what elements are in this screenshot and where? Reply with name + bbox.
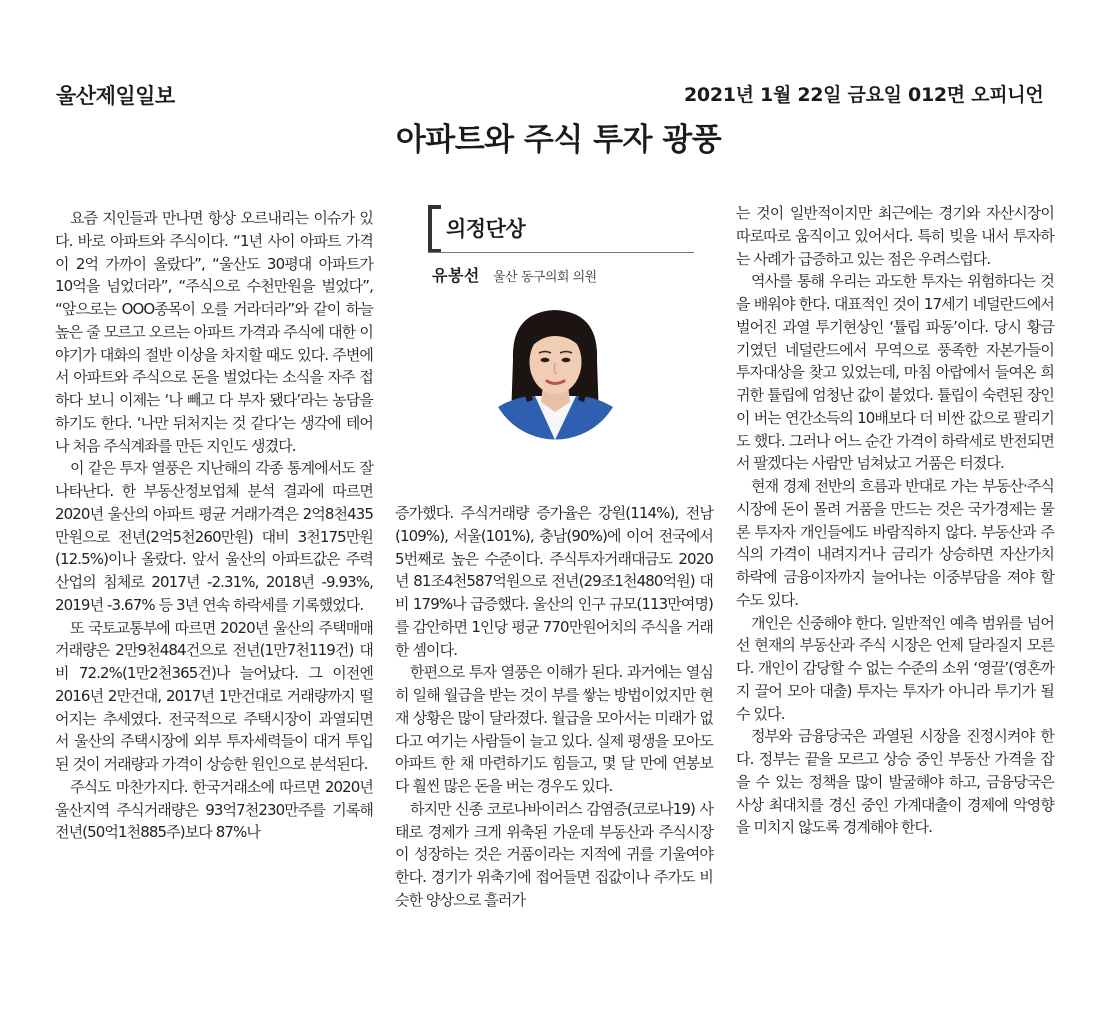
paragraph: 또 국토교통부에 따르면 2020년 울산의 주택매매거래량은 2만9천484건으로 전년(1만7천119건) 대비 72.2%(1만2천365건)나 늘어났다. 그 이전엔 2016년 2만건대, 2017년 1만건대로 거래량까지 떨어지는 추세였다. 전국적으로 주택시장이 과열되면서 울산의 주택시장에 외부 투자세력들이 대거 투입된 것이 거래량과 가격이 상승한 원인으로 분석된다. [55, 618, 373, 773]
paragraph: 요즘 지인들과 만나면 항상 오르내리는 이슈가 있다. 바로 아파트와 주식이다. “1년 사이 아파트 가격이 2억 가까이 올랐다”, “울산도 30평대 아파트가 10억을 넘었더라”, “주식으로 수천만원을 벌었다”, “앞으로는 OOO종목이 오를 거라더라”와 같이 하늘 높은 줄 모르고 오르는 아파트 가격과 주식에 대한 이야기가 대화의 절반 이상을 차지할 때도 있다. 주변에서 아파트와 주식으로 돈을 벌었다는 소식을 자주 접하다 보니 이제는 ‘나 빼고 다 부자 됐다’라는 농담을 하기도 한다. ‘나만 뒤처지는 것 같다’는 생각에 테어나 처음 주식계좌를 만든 지인도 생겼다. [55, 209, 373, 455]
author-title: 울산 동구의회 의원 [492, 270, 597, 285]
paragraph: 증가했다. 주식거래량 증가율은 강원(114%), 전남(109%), 서울(101%), 충남(90%)에 이어 전국에서 5번째로 높은 수준이다. 주식투자거래대금도 2020년 81조4천587억원으로 전년(29조1천480억원) 대비 179%나 급증했다. 울산의 인구 규모(113만여명)를 감안하면 1인당 평균 770만원어치의 주식을 거래한 셈이다. [395, 504, 713, 659]
paragraph: 현재 경제 전반의 흐름과 반대로 가는 부동산·주식시장에 돈이 몰려 거품을 만드는 것은 국가경제는 물론 투자자 개인들에도 바람직하지 않다. 부동산과 주식의 가격이 내려지거나 금리가 상승하면 자산가치 하락에 금융이자까지 늘어나는 이중부담을 져야 할 수도 있다. [736, 477, 1054, 609]
paragraph: 하지만 신종 코로나바이러스 감염증(코로나19) 사태로 경제가 크게 위축된 가운데 부동산과 주식시장이 성장하는 것은 거품이라는 지적에 귀를 기울여야 한다. 경기가 위축기에 접어들면 집값이나 주가도 비슷한 양상으로 흘러가 [395, 799, 713, 909]
publication-name: 울산제일일보 [56, 84, 175, 108]
paragraph: 역사를 통해 우리는 과도한 투자는 위험하다는 것을 배워야 한다. 대표적인 것이 17세기 네덜란드에서 벌어진 과열 투기현상인 ‘튤립 파동’이다. 당시 황금기였던 네덜란드에서 무역으로 풍족한 자본가들이 투자대상을 찾고 있었는데, 마침 아랍에서 들여온 희귀한 튤립에 엄청난 값이 붙었다. 튤립이 숙련된 장인이 버는 연간소득의 10배보다 더 비싼 값으로 팔리기도 했다. 그러나 어느 순간 가격이 하락세로 반전되면서 팔겠다는 사람만 넘쳐났고 거품은 터졌다. [736, 272, 1054, 473]
author-portrait-icon [487, 300, 624, 445]
column-label-rule [428, 252, 694, 253]
paragraph: 정부와 금융당국은 과열된 시장을 진정시켜야 한다. 정부는 끝을 모르고 상승 중인 부동산 가격을 잡을 수 있는 정책을 많이 발굴해야 하고, 금융당국은 사상 최대치를 경신 중인 가계대출이 경제에 악영향을 미치지 않도록 경계해야 한다. [736, 727, 1054, 837]
paragraph: 개인은 신중해야 한다. 일반적인 예측 범위를 넘어선 현재의 부동산과 주식 시장은 언제 달라질지 모른다. 개인이 감당할 수 없는 수준의 소위 ‘영끌’(영혼까지 끌어 모아 대출) 투자는 투자가 아니라 투기가 될 수 있다. [736, 613, 1054, 723]
paragraph: 한편으로 투자 열풍은 이해가 된다. 과거에는 열심히 일해 월급을 받는 것이 부를 쌓는 방법이었지만 현재 상황은 많이 달라졌다. 월급을 모아서는 미래가 없다고 여기는 사람들이 늘고 있다. 실제 평생을 모아도 아파트 한 채 마련하기도 힘들고, 몇 달 만에 연봉보다 훨씬 많은 돈을 버는 경우도 있다. [395, 663, 713, 795]
dateline: 2021년 1월 22일 금요일 012면 오피니언 [684, 84, 1044, 106]
article-headline: 아파트와 주식 투자 광풍 [395, 122, 722, 158]
paragraph: 이 같은 투자 열풍은 지난해의 각종 통계에서도 잘 나타난다. 한 부동산정보업체 분석 결과에 따르면 2020년 울산의 아파트 평균 거래가격은 2억8천435만원으로 전년(2억5천260만원) 대비 3천175만원(12.5%)이나 올랐다. 앞서 울산의 아파트값은 주력산업의 침체로 2017년 -2.31%, 2018년 -9.93%, 2019년 -3.67% 등 3년 연속 하락세를 기록했었다. [55, 459, 373, 614]
byline [432, 263, 597, 286]
article-column-2 [395, 502, 713, 912]
paragraph: 는 것이 일반적이지만 최근에는 경기와 자산시장이 따로따로 움직이고 있어서다. 특히 빚을 내서 투자하는 사례가 급증하고 있는 점은 우려스럽다. [736, 204, 1054, 268]
bracket-icon [428, 205, 441, 253]
article-column-3 [736, 202, 1054, 839]
paragraph: 주식도 마찬가지다. 한국거래소에 따르면 2020년 울산지역 주식거래량은 93억7천230만주를 기록해 전년(50억1천885주)보다 87%나 [55, 777, 373, 842]
column-label [428, 203, 694, 253]
column-label-text: 의정단상 [446, 217, 526, 241]
author-name: 유봉선 [432, 266, 480, 285]
article-column-1 [55, 207, 373, 844]
